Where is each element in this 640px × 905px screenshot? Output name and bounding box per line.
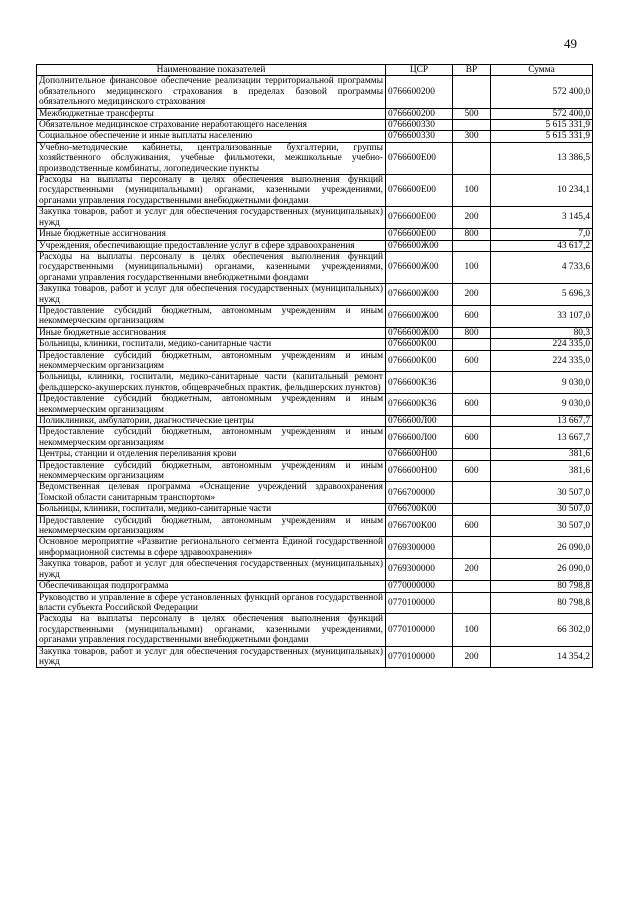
row-vr: 600 <box>453 305 491 327</box>
row-vr: 300 <box>453 131 491 142</box>
row-name: Предоставление субсидий бюджетным, автономным учреждениям и иным некоммерческим организациям <box>37 350 386 372</box>
row-name: Предоставление субсидий бюджетным, автономным учреждениям и иным некоммерческим организациям <box>37 460 386 482</box>
row-sum: 26 090,0 <box>491 559 593 581</box>
table-row <box>37 416 593 427</box>
table-row <box>37 427 593 449</box>
row-sum: 224 335,0 <box>491 350 593 372</box>
row-csr: 0766700К00 <box>386 504 453 515</box>
row-vr: 600 <box>453 427 491 449</box>
table-row <box>37 251 593 283</box>
row-csr: 0766600Н00 <box>386 460 453 482</box>
row-vr <box>453 240 491 251</box>
row-name: Предоставление субсидий бюджетным, автономным учреждениям и иным некоммерческим организациям <box>37 515 386 537</box>
row-name: Учебно-методические кабинеты, централизованные бухгалтерии, группы хозяйственного обслуживания, учебные фильмотеки, межшкольные учебно-производственные комбинаты, логопедические пункты <box>37 142 386 174</box>
row-sum: 14 354,2 <box>491 646 593 668</box>
row-vr: 200 <box>453 559 491 581</box>
row-name: Основное мероприятие «Развитие регионального сегмента Единой государственной информационной системы в сфере здравоохранения» <box>37 537 386 559</box>
row-vr: 600 <box>453 394 491 416</box>
row-vr <box>453 537 491 559</box>
row-csr: 0766600К36 <box>386 372 453 394</box>
header-csr: ЦСР <box>386 65 453 76</box>
row-vr <box>453 120 491 131</box>
row-name: Иные бюджетные ассигнования <box>37 327 386 338</box>
table-row <box>37 515 593 537</box>
table-row <box>37 350 593 372</box>
row-vr: 600 <box>453 350 491 372</box>
row-sum: 5 696,3 <box>491 284 593 306</box>
table-row <box>37 559 593 581</box>
row-vr: 100 <box>453 175 491 207</box>
table-row <box>37 240 593 251</box>
row-sum: 4 733,6 <box>491 251 593 283</box>
table-row <box>37 142 593 174</box>
row-csr: 0766600Ж00 <box>386 240 453 251</box>
row-sum: 7,0 <box>491 229 593 240</box>
row-sum: 9 030,0 <box>491 372 593 394</box>
row-csr: 0766600200 <box>386 76 453 108</box>
row-sum: 572 400,0 <box>491 76 593 108</box>
table-row <box>37 305 593 327</box>
table-row <box>37 394 593 416</box>
row-csr: 0766600Е00 <box>386 175 453 207</box>
table-row <box>37 537 593 559</box>
row-sum: 33 107,0 <box>491 305 593 327</box>
table-row <box>37 229 593 240</box>
header-vr: ВР <box>453 65 491 76</box>
row-csr: 0766600Н00 <box>386 449 453 460</box>
row-vr: 200 <box>453 646 491 668</box>
row-csr: 0766600Ж00 <box>386 284 453 306</box>
row-sum: 80 798,8 <box>491 592 593 614</box>
table-row <box>37 120 593 131</box>
row-sum: 80,3 <box>491 327 593 338</box>
row-csr: 0770100000 <box>386 646 453 668</box>
row-vr <box>453 372 491 394</box>
budget-table <box>36 64 593 668</box>
row-name: Предоставление субсидий бюджетным, автономным учреждениям и иным некоммерческим организациям <box>37 305 386 327</box>
row-name: Закупка товаров, работ и услуг для обеспечения государственных (муниципальных) нужд <box>37 559 386 581</box>
row-sum: 381,6 <box>491 460 593 482</box>
row-csr: 0766600Ж00 <box>386 251 453 283</box>
row-csr: 0766600Ж00 <box>386 305 453 327</box>
table-row <box>37 339 593 350</box>
row-csr: 0766600200 <box>386 108 453 119</box>
row-sum: 30 507,0 <box>491 515 593 537</box>
row-csr: 0766600Е00 <box>386 142 453 174</box>
row-vr <box>453 581 491 592</box>
row-csr: 0766600Е00 <box>386 207 453 229</box>
row-csr: 0766600К00 <box>386 350 453 372</box>
row-name: Руководство и управление в сфере установленных функций органов государственной власти субъекта Российской Федерации <box>37 592 386 614</box>
table-row <box>37 372 593 394</box>
row-csr: 0766700000 <box>386 482 453 504</box>
row-csr: 0766600Е00 <box>386 229 453 240</box>
row-csr: 0769300000 <box>386 537 453 559</box>
row-name: Расходы на выплаты персоналу в целях обеспечения выполнения функций государственными (муниципальными) органами, казенными учреждениями, органами управления государственными внебюджетными фондами <box>37 175 386 207</box>
row-vr: 800 <box>453 229 491 240</box>
row-sum: 9 030,0 <box>491 394 593 416</box>
row-csr: 0766600330 <box>386 120 453 131</box>
row-vr: 100 <box>453 614 491 646</box>
row-sum: 13 667,7 <box>491 416 593 427</box>
row-name: Предоставление субсидий бюджетным, автономным учреждениям и иным некоммерческим организациям <box>37 427 386 449</box>
row-vr <box>453 76 491 108</box>
table-row <box>37 646 593 668</box>
row-sum: 10 234,1 <box>491 175 593 207</box>
row-csr: 0770100000 <box>386 614 453 646</box>
table-row <box>37 592 593 614</box>
table-row <box>37 581 593 592</box>
table-row <box>37 449 593 460</box>
row-vr <box>453 449 491 460</box>
row-vr: 800 <box>453 327 491 338</box>
row-sum: 3 145,4 <box>491 207 593 229</box>
row-vr: 500 <box>453 108 491 119</box>
row-name: Закупка товаров, работ и услуг для обеспечения государственных (муниципальных) нужд <box>37 284 386 306</box>
row-vr <box>453 504 491 515</box>
table-row <box>37 460 593 482</box>
row-name: Поликлиники, амбулатории, диагностические центры <box>37 416 386 427</box>
table-row <box>37 504 593 515</box>
row-vr <box>453 339 491 350</box>
row-sum: 80 798,8 <box>491 581 593 592</box>
row-vr: 600 <box>453 515 491 537</box>
row-sum: 66 302,0 <box>491 614 593 646</box>
table-row <box>37 175 593 207</box>
row-sum: 381,6 <box>491 449 593 460</box>
row-name: Закупка товаров, работ и услуг для обеспечения государственных (муниципальных) нужд <box>37 646 386 668</box>
row-sum: 572 400,0 <box>491 108 593 119</box>
row-sum: 26 090,0 <box>491 537 593 559</box>
row-name: Ведомственная целевая программа «Оснащение учреждений здравоохранения Томской области санитарным транспортом» <box>37 482 386 504</box>
row-vr: 200 <box>453 284 491 306</box>
row-vr: 100 <box>453 251 491 283</box>
row-name: Предоставление субсидий бюджетным, автономным учреждениям и иным некоммерческим организациям <box>37 394 386 416</box>
table-row <box>37 76 593 108</box>
row-name: Центры, станции и отделения переливания крови <box>37 449 386 460</box>
row-csr: 0770000000 <box>386 581 453 592</box>
row-name: Больницы, клиники, госпитали, медико-санитарные части <box>37 504 386 515</box>
row-sum: 5 615 331,9 <box>491 131 593 142</box>
table-row <box>37 327 593 338</box>
row-csr: 0766700К00 <box>386 515 453 537</box>
header-sum: Сумма <box>491 65 593 76</box>
table-row <box>37 131 593 142</box>
row-name: Закупка товаров, работ и услуг для обеспечения государственных (муниципальных) нужд <box>37 207 386 229</box>
row-name: Дополнительное финансовое обеспечение реализации территориальной программы обязательного медицинского страхования в пределах базовой программы обязательного медицинского страхования <box>37 76 386 108</box>
row-csr: 0766600К00 <box>386 339 453 350</box>
row-sum: 13 386,5 <box>491 142 593 174</box>
row-csr: 0769300000 <box>386 559 453 581</box>
page-number: 49 <box>564 36 577 51</box>
row-sum: 224 335,0 <box>491 339 593 350</box>
header-name: Наименование показателей <box>37 65 386 76</box>
row-name: Иные бюджетные ассигнования <box>37 229 386 240</box>
row-sum: 5 615 331,9 <box>491 120 593 131</box>
row-name: Расходы на выплаты персоналу в целях обеспечения выполнения функций государственными (муниципальными) органами, казенными учреждениями, органами управления государственными внебюджетными фондами <box>37 614 386 646</box>
table-row <box>37 284 593 306</box>
row-name: Учреждения, обеспечивающие предоставление услуг в сфере здравоохранения <box>37 240 386 251</box>
row-vr: 600 <box>453 460 491 482</box>
row-sum: 43 617,2 <box>491 240 593 251</box>
row-name: Обеспечивающая подпрограмма <box>37 581 386 592</box>
row-name: Социальное обеспечение и иные выплаты населению <box>37 131 386 142</box>
table-header-row <box>37 65 593 76</box>
row-name: Расходы на выплаты персоналу в целях обеспечения выполнения функций государственными (муниципальными) органами, казенными учреждениями, органами управления государственными внебюджетными фондами <box>37 251 386 283</box>
row-vr: 200 <box>453 207 491 229</box>
table-row <box>37 614 593 646</box>
row-name: Больницы, клиники, госпитали, медико-санитарные части (капитальный ремонт фельдшерско-акушерских пунктов, общеврачебных практик, фельдшерских пунктов) <box>37 372 386 394</box>
row-csr: 0770100000 <box>386 592 453 614</box>
row-vr <box>453 482 491 504</box>
row-csr: 0766600Л00 <box>386 427 453 449</box>
row-name: Больницы, клиники, госпитали, медико-санитарные части <box>37 339 386 350</box>
table-row <box>37 108 593 119</box>
row-sum: 30 507,0 <box>491 504 593 515</box>
row-vr <box>453 416 491 427</box>
row-vr <box>453 592 491 614</box>
table-row <box>37 482 593 504</box>
row-csr: 0766600Л00 <box>386 416 453 427</box>
row-csr: 0766600330 <box>386 131 453 142</box>
row-sum: 13 667,7 <box>491 427 593 449</box>
row-name: Межбюджетные трансферты <box>37 108 386 119</box>
row-vr <box>453 142 491 174</box>
row-name: Обязательное медицинское страхование неработающего населения <box>37 120 386 131</box>
row-sum: 30 507,0 <box>491 482 593 504</box>
table-row <box>37 207 593 229</box>
row-csr: 0766600Ж00 <box>386 327 453 338</box>
row-csr: 0766600К36 <box>386 394 453 416</box>
